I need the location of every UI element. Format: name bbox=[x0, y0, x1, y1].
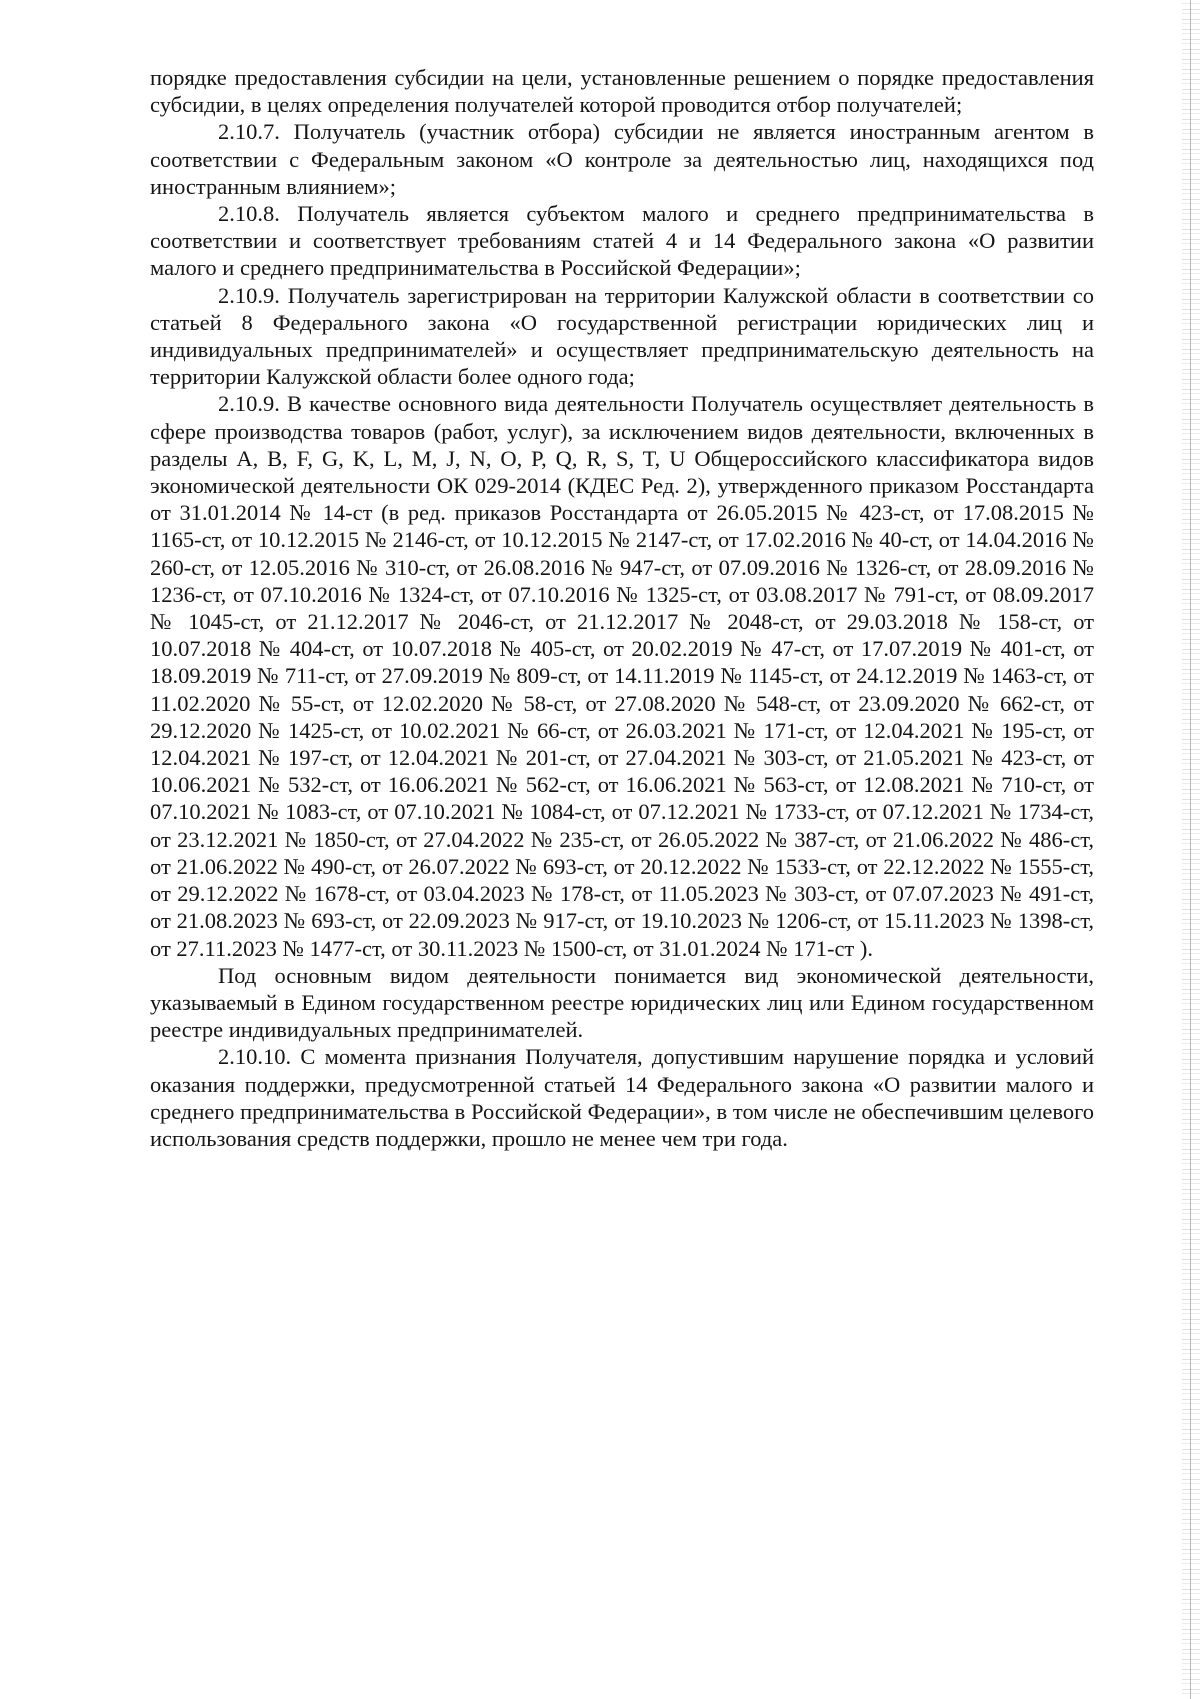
paragraph-main-activity-definition: Под основным видом деятельности понимается вид экономической деятельности, указываемый в Едином государственном реестре юридических лиц или Едином государственном реестре индивидуальных предпринимателей. bbox=[150, 962, 1094, 1043]
paragraph-2-10-9-main-activity: 2.10.9. В качестве основного вида деятельности Получатель осуществляет деятельность в сфере производства товаров (работ, услуг), за исключением видов деятельности, включенных в разделы A, B, F, G, K, L, M, J, N, O, P, Q, R, S, T, U Общероссийского классификатора видов экономической деятельности ОК 029-2014 (КДЕС Ред. 2), утвержденного приказом Росстандарта от 31.01.2014 № 14-ст (в ред. приказов Росстандарта от 26.05.2015 № 423-ст, от 17.08.2015 № 1165-ст, от 10.12.2015 № 2146-ст, от 10.12.2015 № 2147-ст, от 17.02.2016 № 40-ст, от 14.04.2016 № 260-ст, от 12.05.2016 № 310-ст, от 26.08.2016 № 947-ст, от 07.09.2016 № 1326-ст, от 28.09.2016 № 1236-ст, от 07.10.2016 № 1324-ст, от 07.10.2016 № 1325-ст, от 03.08.2017 № 791-ст, от 08.09.2017 № 1045-ст, от 21.12.2017 № 2046-ст, от 21.12.2017 № 2048-ст, от 29.03.2018 № 158-ст, от 10.07.2018 № 404-ст, от 10.07.2018 № 405-ст, от 20.02.2019 № 47-ст, от 17.07.2019 № 401-ст, от 18.09.2019 № 711-ст, от 27.09.2019 № 809-ст, от 14.11.2019 № 1145-ст, от 24.12.2019 № 1463-ст, от 11.02.2020 № 55-ст, от 12.02.2020 № 58-ст, от 27.08.2020 № 548-ст, от 23.09.2020 № 662-ст, от 29.12.2020 № 1425-ст, от 10.02.2021 № 66-ст, от 26.03.2021 № 171-ст, от 12.04.2021 № 195-ст, от 12.04.2021 № 197-ст, от 12.04.2021 № 201-ст, от 27.04.2021 № 303-ст, от 21.05.2021 № 423-ст, от 10.06.2021 № 532-ст, от 16.06.2021 № 562-ст, от 16.06.2021 № 563-ст, от 12.08.2021 № 710-ст, от 07.10.2021 № 1083-ст, от 07.10.2021 № 1084-ст, от 07.12.2021 № 1733-ст, от 07.12.2021 № 1734-ст, от 23.12.2021 № 1850-ст, от 27.04.2022 № 235-ст, от 26.05.2022 № 387-ст, от 21.06.2022 № 486-ст, от 21.06.2022 № 490-ст, от 26.07.2022 № 693-ст, от 20.12.2022 № 1533-ст, от 22.12.2022 № 1555-ст, от 29.12.2022 № 1678-ст, от 03.04.2023 № 178-ст, от 11.05.2023 № 303-ст, от 07.07.2023 № 491-ст, от 21.08.2023 № 693-ст, от 22.09.2023 № 917-ст, от 19.10.2023 № 1206-ст, от 15.11.2023 № 1398-ст, от 27.11.2023 № 1477-ст, от 30.11.2023 № 1500-ст, от 31.01.2024 № 171-ст ). bbox=[150, 391, 1094, 961]
paragraph-continuation: порядке предоставления субсидии на цели, установленные решением о порядке предоставления субсидии, в целях определения получателей которой проводится отбор получателей; bbox=[150, 65, 1094, 118]
document-body bbox=[150, 64, 1094, 1152]
scan-line-artifact bbox=[1190, 0, 1191, 1699]
paragraph-2-10-8: 2.10.8. Получатель является субъектом малого и среднего предпринимательства в соответствии и соответствует требованиям статей 4 и 14 Федерального закона «О развитии малого и среднего предпринимательства в Российской Федерации»; bbox=[150, 201, 1094, 281]
scan-edge-artifact bbox=[1182, 0, 1200, 1699]
paragraph-2-10-9-registration: 2.10.9. Получатель зарегистрирован на территории Калужской области в соответствии со статьей 8 Федерального закона «О государственной регистрации юридических лиц и индивидуальных предпринимателей» и осуществляет предпринимательскую деятельность на территории Калужской области более одного года; bbox=[150, 282, 1094, 390]
paragraph-2-10-7: 2.10.7. Получатель (участник отбора) субсидии не является иностранным агентом в соответствии с Федеральным законом «О контроле за деятельностью лиц, находящихся под иностранным влиянием»; bbox=[150, 119, 1094, 199]
paragraph-2-10-10: 2.10.10. С момента признания Получателя, допустившим нарушение порядка и условий оказания поддержки, предусмотренной статьей 14 Федерального закона «О развитии малого и среднего предпринимательства в Российской Федерации», в том числе не обеспечившим целевого использования средств поддержки, прошло не менее чем три года. bbox=[150, 1044, 1094, 1151]
